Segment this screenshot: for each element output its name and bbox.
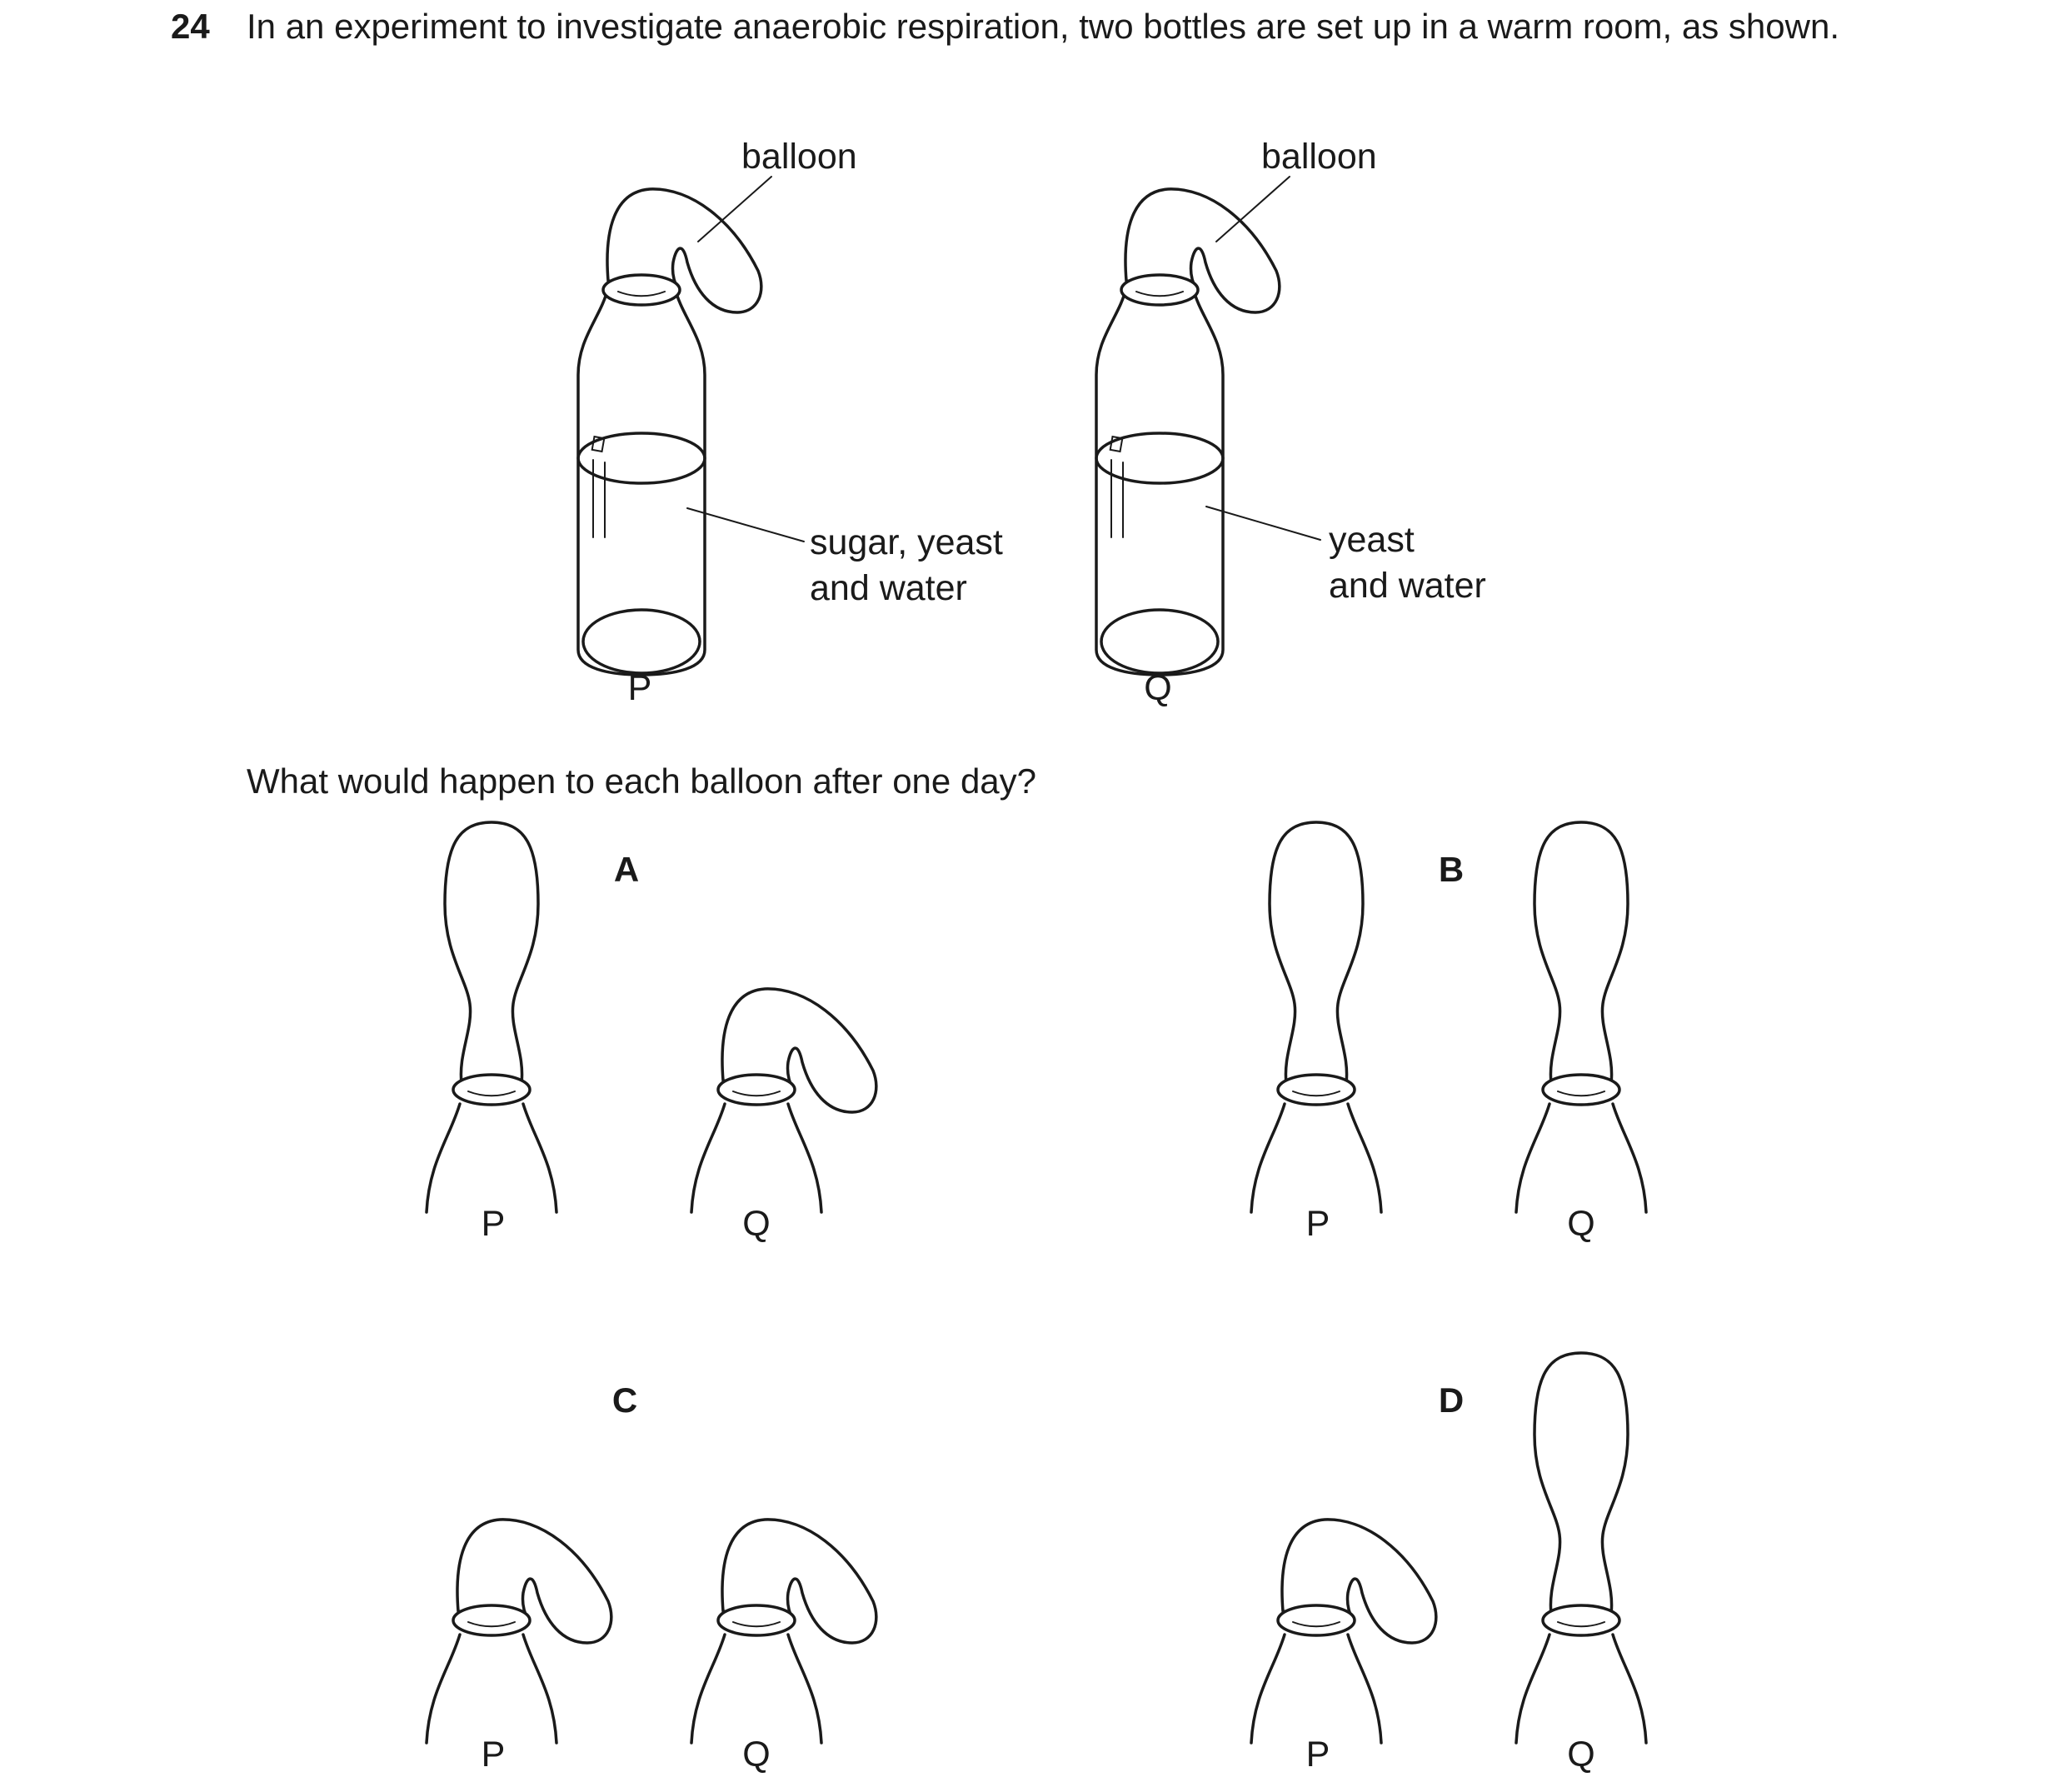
question-number: 24	[171, 7, 210, 46]
option-c-q-label: Q	[742, 1735, 771, 1775]
option-d-p-label: P	[1305, 1735, 1330, 1775]
option-c-letter: C	[611, 1380, 638, 1420]
contents-q-line1: yeast	[1329, 520, 1415, 560]
bottle-p-setup	[578, 137, 1003, 708]
bottle-q-setup	[1096, 137, 1486, 708]
question-text: In an experiment to investigate anaerobic respiration, two bottles are set up in a warm room, as shown.	[247, 7, 1839, 46]
bottle-p-label: P	[627, 668, 652, 708]
balloon-q-label: balloon	[1261, 137, 1377, 177]
option-d-letter: D	[1438, 1380, 1465, 1420]
balloon-p-label: balloon	[741, 137, 857, 177]
bottle-q-label: Q	[1144, 668, 1172, 708]
option-a-letter: A	[613, 850, 640, 889]
option-b[interactable]	[1251, 822, 1646, 1244]
option-c-p-label: P	[481, 1735, 506, 1775]
question-prompt: What would happen to each balloon after one day?	[247, 761, 1037, 801]
contents-p-line1: sugar, yeast	[810, 522, 1003, 562]
contents-p-line2: and water	[810, 568, 967, 608]
option-a-p-label: P	[481, 1204, 506, 1244]
option-b-letter: B	[1438, 850, 1465, 889]
option-d-q-label: Q	[1567, 1735, 1595, 1775]
option-a-q-label: Q	[742, 1204, 771, 1244]
option-b-q-label: Q	[1567, 1204, 1595, 1244]
option-a[interactable]	[427, 822, 876, 1244]
option-b-p-label: P	[1305, 1204, 1330, 1244]
contents-q-line2: and water	[1329, 566, 1486, 606]
option-d[interactable]	[1251, 1353, 1646, 1775]
option-c[interactable]	[427, 1380, 876, 1775]
